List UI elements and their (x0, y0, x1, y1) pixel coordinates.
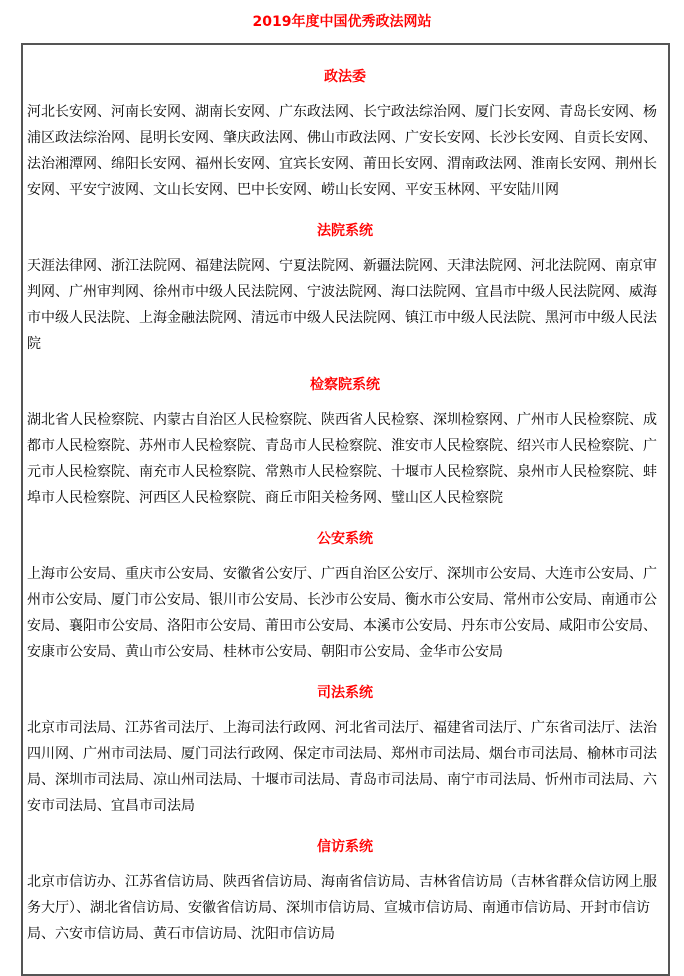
section-procuratorate-system (27, 372, 663, 511)
section-heading: 信访系统 (317, 839, 373, 855)
website-list-box (21, 43, 670, 976)
section-court-system (27, 218, 663, 357)
section-petition-system (27, 834, 663, 947)
section-text: 上海市公安局、重庆市公安局、安徽省公安厅、广西自治区公安厅、深圳市公安局、大连市公安局、广州市公安局、厦门市公安局、银川市公安局、长沙市公安局、衡水市公安局、常州市公安局、南通市公安局、襄阳市公安局、洛阳市公安局、莆田市公安局、本溪市公安局、丹东市公安局、咸阳市公安局、安康市公安局、黄山市公安局、桂林市公安局、朝阳市公安局、金华市公安局 (27, 566, 657, 660)
section-text: 北京市信访办、江苏省信访局、陕西省信访局、海南省信访局、吉林省信访局（吉林省群众信访网上服务大厅）、湖北省信访局、安徽省信访局、深圳市信访局、宣城市信访局、南通市信访局、开封市信访局、六安市信访局、黄石市信访局、沈阳市信访局 (27, 874, 657, 942)
section-heading: 政法委 (324, 69, 366, 85)
section-heading: 公安系统 (317, 531, 373, 547)
section-heading: 法院系统 (317, 223, 373, 239)
section-text: 北京市司法局、江苏省司法厅、上海司法行政网、河北省司法厅、福建省司法厅、广东省司法厅、法治四川网、广州市司法局、厦门司法行政网、保定市司法局、郑州市司法局、烟台市司法局、榆林市司法局、深圳市司法局、凉山州司法局、十堰市司法局、青岛市司法局、南宁市司法局、忻州市司法局、六安市司法局、宜昌市司法局 (27, 720, 657, 814)
section-text: 湖北省人民检察院、内蒙古自治区人民检察院、陕西省人民检察、深圳检察网、广州市人民检察院、成都市人民检察院、苏州市人民检察院、青岛市人民检察院、淮安市人民检察院、绍兴市人民检察院、广元市人民检察院、南充市人民检察院、常熟市人民检察院、十堰市人民检察院、泉州市人民检察院、蚌埠市人民检察院、河西区人民检察院、商丘市阳关检务网、璧山区人民检察院 (27, 412, 657, 506)
website-list (27, 64, 663, 947)
section-text: 河北长安网、河南长安网、湖南长安网、广东政法网、长宁政法综治网、厦门长安网、青岛长安网、杨浦区政法综治网、昆明长安网、肇庆政法网、佛山市政法网、广安长安网、长沙长安网、自贡长安网、法治湘潭网、绵阳长安网、福州长安网、宜宾长安网、莆田长安网、渭南政法网、淮南长安网、荆州长安网、平安宁波网、文山长安网、巴中长安网、崂山长安网、平安玉林网、平安陆川网 (27, 104, 657, 198)
section-public-security-system (27, 526, 663, 665)
section-judicial-system (27, 680, 663, 819)
section-politics-law-committee (27, 64, 663, 203)
section-text: 天涯法律网、浙江法院网、福建法院网、宁夏法院网、新疆法院网、天津法院网、河北法院网、南京审判网、广州审判网、徐州市中级人民法院网、宁波法院网、海口法院网、宜昌市中级人民法院网、威海市中级人民法院、上海金融法院网、清远市中级人民法院网、镇江市中级人民法院、黑河市中级人民法院 (27, 258, 657, 352)
section-heading: 司法系统 (317, 685, 373, 701)
page-title: 2019年度中国优秀政法网站 (252, 14, 432, 30)
section-heading: 检察院系统 (310, 377, 380, 393)
